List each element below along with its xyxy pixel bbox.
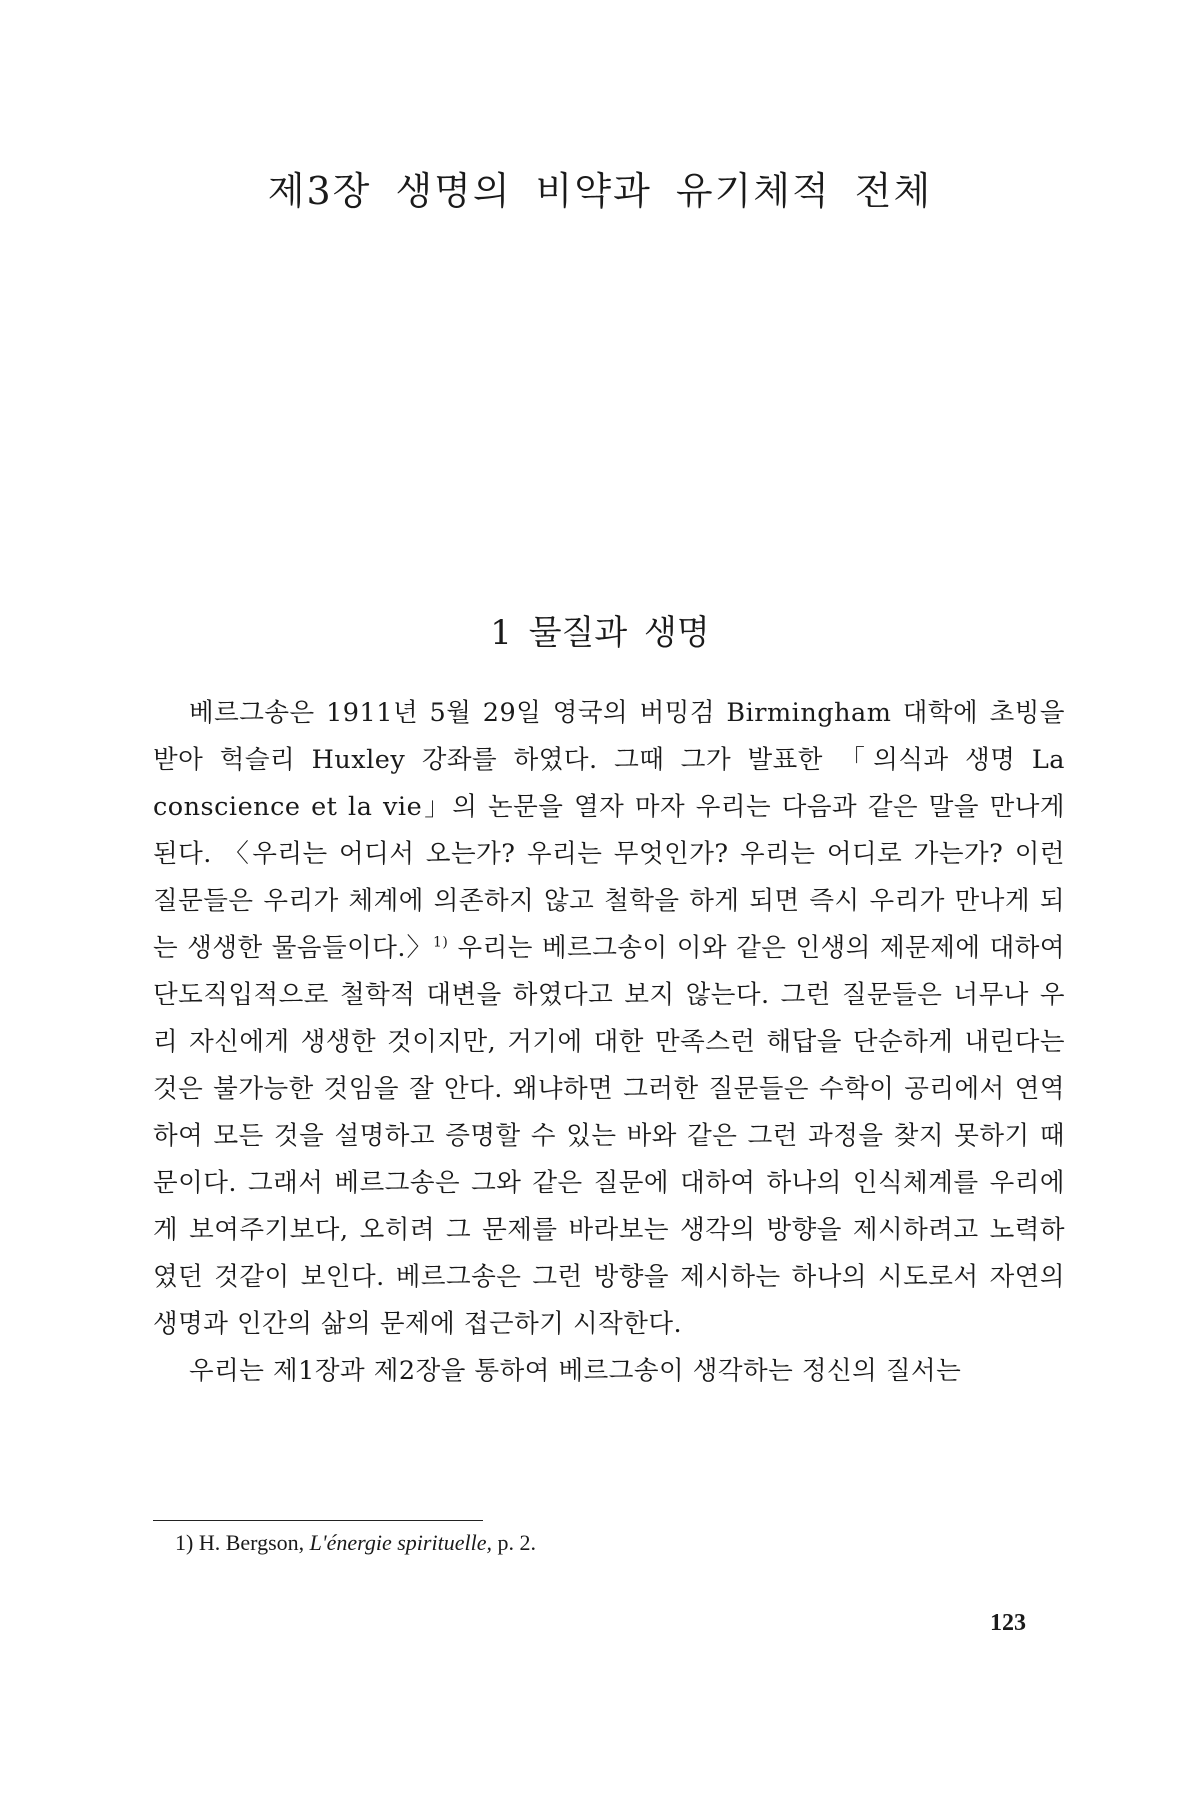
page-number: 123	[990, 1610, 1026, 1636]
footnote-title: L'énergie spirituelle,	[309, 1530, 492, 1555]
footnote-page: p. 2.	[497, 1530, 536, 1555]
footnote-number: 1)	[175, 1530, 194, 1555]
footnote-reference[interactable]: 1)	[433, 934, 449, 951]
footnote-divider	[153, 1520, 483, 1521]
paragraph-text: 베르그송은 1911년 5월 29일 영국의 버밍검 Birmingham 대학에 초빙을 받아 헉슬리 Huxley 강좌를 하였다. 그때 그가 발표한 「의식과 생명 La conscience et la vie」의 논문을 열자 마자 우리는 다음과 같은 말을 만나게 된다. 〈우리는 어디서 오는가? 우리는 무엇인가? 우리는 어디로 가는가? 이런 질문들은 우리가 체계에 의존하지 않고 철학을 하게 되면 즉시 우리가 만나게 되는 생생한 물음들이다.〉	[153, 698, 1065, 963]
paragraph-text: 우리는 베르그송이 이와 같은 인생의 제문제에 대하여 단도직입적으로 철학적 대변을 하였다고 보지 않는다. 그런 질문들은 너무나 우리 자신에게 생생한 것이지만, 거기에 대한 만족스런 해답을 단순하게 내린다는 것은 불가능한 것임을 잘 안다. 왜냐하면 그러한 질문들은 수학이 공리에서 연역하여 모든 것을 설명하고 증명할 수 있는 바와 같은 그런 과정을 찾지 못하기 때문이다. 그래서 베르그송은 그와 같은 질문에 대하여 하나의 인식체계를 우리에게 보여주기보다, 오히려 그 문제를 바라보는 생각의 방향을 제시하려고 노력하였던 것같이 보인다. 베르그송은 그런 방향을 제시하는 하나의 시도로서 자연의 생명과 인간의 삶의 문제에 접근하기 시작한다.	[153, 933, 1066, 1339]
footnote	[175, 1530, 536, 1556]
footnote-author: H. Bergson,	[198, 1530, 305, 1555]
chapter-title: 제3장 생명의 비약과 유기체적 전체	[267, 169, 933, 213]
body-text	[153, 690, 1065, 1395]
paragraph: 우리는 제1장과 제2장을 통하여 베르그송이 생각하는 정신의 질서는	[189, 1356, 962, 1386]
section-heading: 1 물질과 생명	[490, 613, 710, 653]
paragraph	[153, 690, 1065, 1348]
